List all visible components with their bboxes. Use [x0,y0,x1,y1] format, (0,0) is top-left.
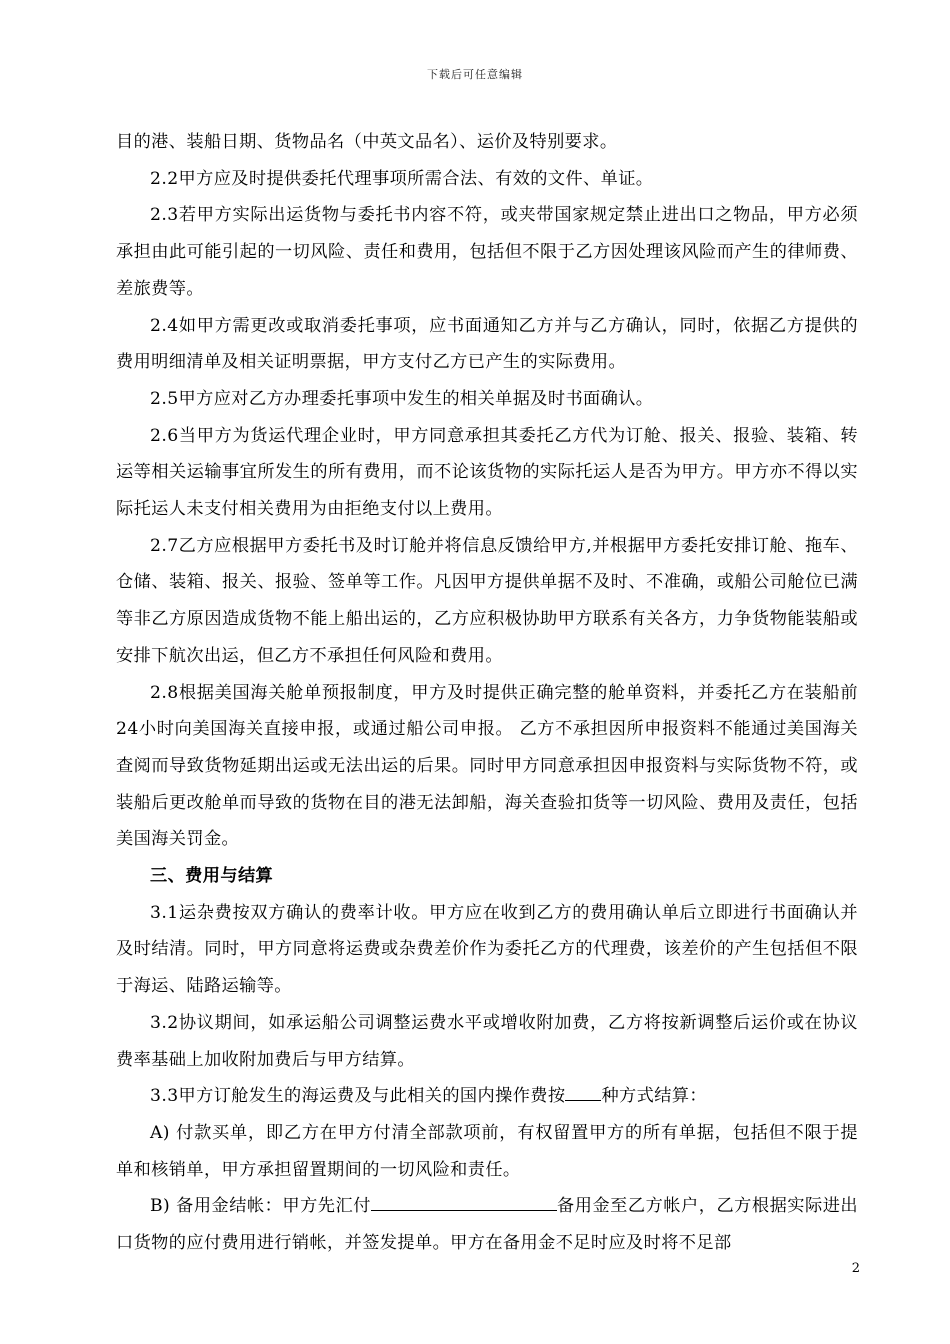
blank-settlement-method [565,1080,601,1101]
option-a: A) 付款买单，即乙方在甲方付清全部款项前，有权留置甲方的所有单据，包括但不限于提单和核销单，甲方承担留置期间的一切风险和责任。 [116,1122,858,1180]
page-header: 下载后可任意编辑 [427,68,523,81]
clause-3-3 [116,1078,858,1115]
option-b-text-end: 备用金至乙方帐户，乙方根据实际进出口货物的应付费用进行销帐，并签发提单。甲方在备用金不足时应及时将不足部 [116,1196,858,1254]
clause-3-2: 3.2协议期间，如承运船公司调整运费水平或增收附加费，乙方将按新调整后运价或在协议费率基础上加收附加费后与甲方结算。 [116,1012,858,1070]
blank-deposit-amount [371,1190,557,1211]
clause-3-3-text-start: 3.3甲方订舱发生的海运费及与此相关的国内操作费按 [150,1086,566,1107]
clause-2-4: 2.4如甲方需更改或取消委托事项，应书面通知乙方并与乙方确认，同时，依据乙方提供的费用明细清单及相关证明票据，甲方支付乙方已产生的实际费用。 [116,315,858,373]
clause-3-3-text-end: 种方式结算： [601,1086,707,1107]
section-3-heading: 三、费用与结算 [150,866,274,887]
clause-2-6: 2.6当甲方为货运代理企业时，甲方同意承担其委托乙方代为订舱、报关、报验、装箱、转运等相关运输事宜所发生的所有费用，而不论该货物的实际托运人是否为甲方。甲方亦不得以实际托运人未支付相关费用为由拒绝支付以上费用。 [116,425,858,520]
clause-3-1: 3.1运杂费按双方确认的费率计收。甲方应在收到乙方的费用确认单后立即进行书面确认并及时结清。同时，甲方同意将运费或杂费差价作为委托乙方的代理费，该差价的产生包括但不限于海运、陆路运输等。 [116,902,858,997]
paragraph-continuation: 目的港、装船日期、货物品名（中英文品名）、运价及特别要求。 [116,132,618,152]
page-number: 2 [851,1261,860,1276]
option-b [116,1188,858,1261]
clause-2-2: 2.2甲方应及时提供委托代理事项所需合法、有效的文件、单证。 [150,168,654,189]
clause-2-7: 2.7乙方应根据甲方委托书及时订舱并将信息反馈给甲方,并根据甲方委托安排订舱、拖车、仓储、装箱、报关、报验、签单等工作。凡因甲方提供单据不及时、不准确，或船公司舱位已满等非乙方原因造成货物不能上船出运的，乙方应积极协助甲方联系有关各方，力争货物能装船或安排下航次出运，但乙方不承担任何风险和费用。 [116,535,858,666]
option-b-text-start: B) 备用金结帐：甲方先汇付 [150,1196,371,1217]
clause-2-3: 2.3若甲方实际出运货物与委托书内容不符，或夹带国家规定禁止进出口之物品，甲方必须承担由此可能引起的一切风险、责任和费用，包括但不限于乙方因处理该风险而产生的律师费、差旅费等。 [116,205,858,299]
document-body [116,124,858,1262]
clause-2-8: 2.8根据美国海关舱单预报制度，甲方及时提供正确完整的舱单资料，并委托乙方在装船前24小时向美国海关直接申报，或通过船公司申报。 乙方不承担因所申报资料不能通过美国海关查阅而导致货物延期出运或无法出运的后果。同时甲方同意承担因申报资料与实际货物不符，或装船后更改舱单而导致的货物在目的港无法卸船，海关查验扣货等一切风险、费用及责任，包括美国海关罚金。 [116,682,858,850]
clause-2-5: 2.5甲方应对乙方办理委托事项中发生的相关单据及时书面确认。 [150,388,654,409]
